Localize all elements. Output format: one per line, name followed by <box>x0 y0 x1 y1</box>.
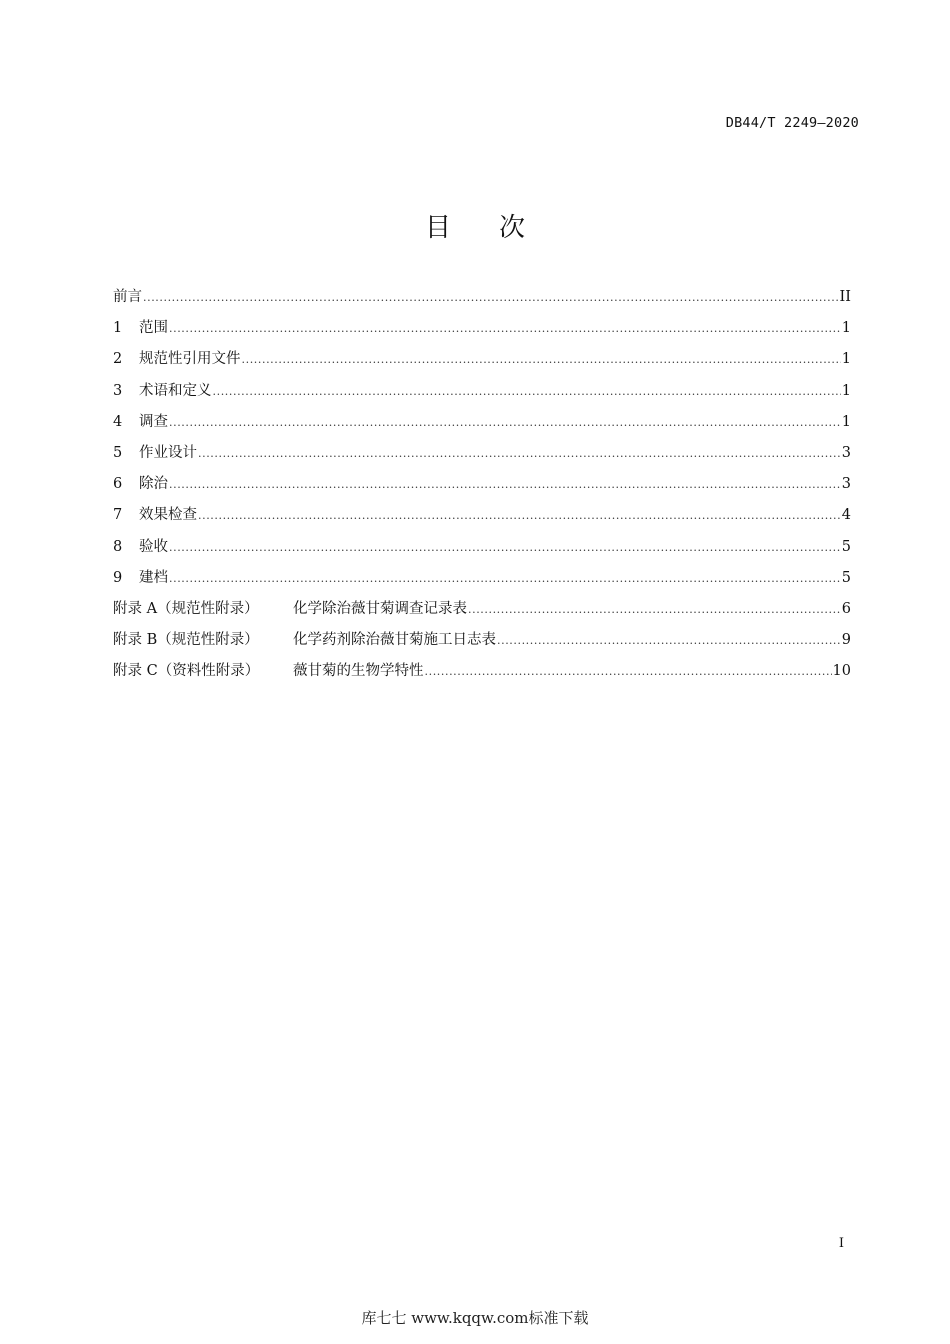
toc-entry[interactable] <box>113 348 851 379</box>
toc-dot-leader <box>198 443 841 465</box>
toc-entry[interactable] <box>113 411 851 442</box>
toc-entry[interactable] <box>113 442 851 473</box>
toc-entry-number: 6 <box>113 476 123 493</box>
toc-entry-page: 10 <box>832 663 851 680</box>
toc-entry-page: 5 <box>841 538 851 555</box>
toc-entry-label: 效果检查 <box>139 507 197 524</box>
toc-entry-page: II <box>839 289 851 305</box>
toc-entry-label: 调查 <box>139 413 168 430</box>
toc-title: 目次 <box>424 213 573 243</box>
toc-dot-leader <box>143 287 839 309</box>
toc-entry-label: 范围 <box>139 320 168 337</box>
toc-entry-number: 3 <box>113 382 123 399</box>
toc-entry-label: 化学药剂除治薇甘菊施工日志表 <box>293 632 496 649</box>
toc-entry[interactable] <box>113 567 851 598</box>
toc-dot-leader <box>213 381 841 403</box>
toc-entry-appendix-prefix: 附录 A（规范性附录） <box>113 600 259 617</box>
toc-dot-leader <box>169 568 841 590</box>
toc-entry-appendix-prefix: 附录 C（资料性附录） <box>113 663 260 680</box>
toc-entry-label: 规范性引用文件 <box>139 351 241 368</box>
toc-dot-leader <box>169 537 841 559</box>
toc-dot-leader <box>169 412 841 434</box>
toc-entry-label: 化学除治薇甘菊调查记录表 <box>293 600 467 617</box>
toc-entry-page: 5 <box>841 569 851 586</box>
toc-dot-leader <box>242 349 841 371</box>
toc-entry-label: 前言 <box>113 289 142 305</box>
toc-entry[interactable] <box>113 536 851 567</box>
toc-entry-page: 1 <box>841 413 851 430</box>
toc-entry-page: 1 <box>841 320 851 337</box>
toc-entry-number: 7 <box>113 507 123 524</box>
toc-entry-label: 验收 <box>139 538 168 555</box>
toc-entry[interactable] <box>113 380 851 411</box>
toc-entry[interactable] <box>113 629 851 660</box>
toc-entry-page: 3 <box>841 444 851 461</box>
toc-entry[interactable] <box>113 660 851 691</box>
toc-entry-page: 3 <box>841 476 851 493</box>
toc-entry-number: 9 <box>113 569 123 586</box>
toc-dot-leader <box>169 318 841 340</box>
toc-dot-leader <box>425 661 832 683</box>
toc-entry-number: 4 <box>113 413 123 430</box>
table-of-contents <box>113 286 851 691</box>
page-number: I <box>838 1236 844 1251</box>
toc-entry-number: 8 <box>113 538 123 555</box>
toc-dot-leader <box>497 630 841 652</box>
toc-entry[interactable] <box>113 473 851 504</box>
toc-entry[interactable] <box>113 504 851 535</box>
toc-entry-number: 1 <box>113 320 123 337</box>
toc-entry-page: 4 <box>841 507 851 524</box>
toc-entry[interactable] <box>113 317 851 348</box>
document-code: DB44/T 2249—2020 <box>725 115 859 131</box>
toc-entry-page: 6 <box>841 600 851 617</box>
watermark-text: 库七七 www.kqqw.com标准下载 <box>361 1309 589 1327</box>
toc-entry-page: 1 <box>841 382 851 399</box>
toc-entry-label: 除治 <box>139 476 168 493</box>
toc-entry[interactable] <box>113 286 851 317</box>
toc-dot-leader <box>198 505 841 527</box>
toc-entry-page: 9 <box>841 632 851 649</box>
toc-entry-label: 作业设计 <box>139 444 197 461</box>
toc-entry-number: 5 <box>113 444 123 461</box>
toc-entry-label: 建档 <box>139 569 168 586</box>
toc-entry-number: 2 <box>113 351 123 368</box>
toc-entry[interactable] <box>113 598 851 629</box>
toc-entry-label: 薇甘菊的生物学特性 <box>293 663 424 680</box>
toc-entry-page: 1 <box>841 351 851 368</box>
toc-dot-leader <box>169 474 841 496</box>
toc-dot-leader <box>468 599 841 621</box>
toc-entry-appendix-prefix: 附录 B（规范性附录） <box>113 632 259 649</box>
toc-entry-label: 术语和定义 <box>139 382 212 399</box>
